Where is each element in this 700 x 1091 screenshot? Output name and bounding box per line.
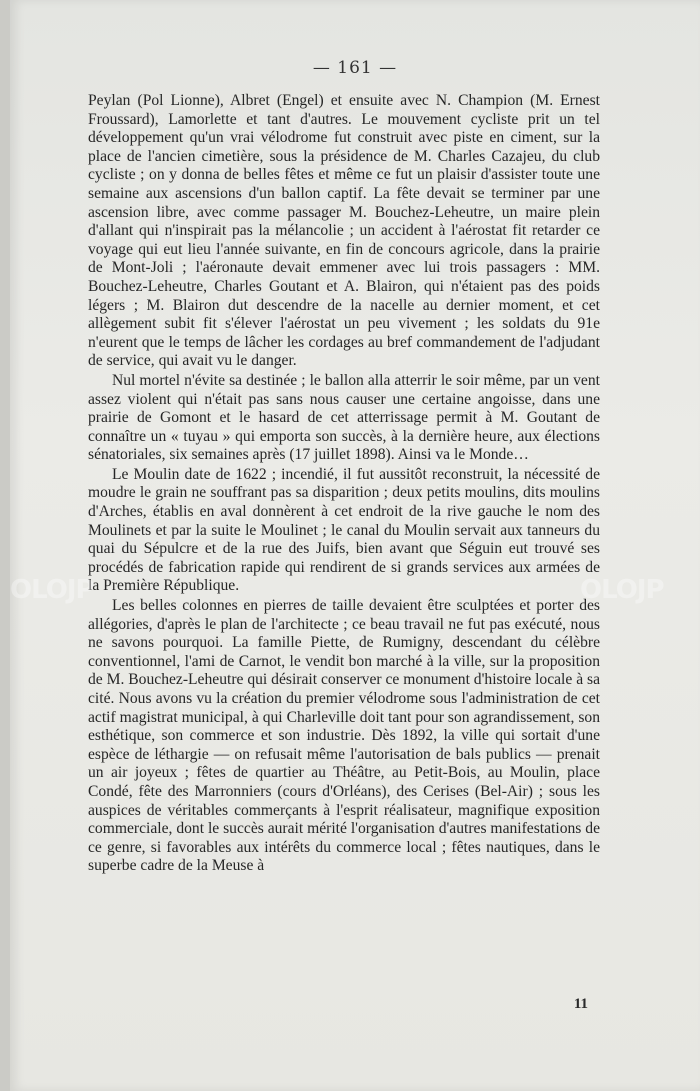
signature-mark: 11 <box>573 996 588 1012</box>
paragraph-moulin: Le Moulin date de 1622 ; incendié, il fut aussitôt reconstruit, la nécessité de moudre le grain ne souffrant pas sa disparition ; deux petits moulins, dits moulins d'Arches, établis en aval donnèrent à cet endroit de la rive gauche le nom des Moulinets et par la suite le Moulinet ; le canal du Moulin servait aux tanneurs du quai du Sépulcre et de la rue des Juifs, bien avant que Séguin eut trouvé ses procédés de fabrication rapide qui rendirent de si grands services aux armées de la Première République. <box>88 465 600 595</box>
watermark-left: OLOJP <box>10 575 94 605</box>
book-page <box>10 0 700 1091</box>
watermark-right: OLOJP <box>580 575 664 605</box>
paragraph-balloon: Peylan (Pol Lionne), Albret (Engel) et ensuite avec N. Champion (M. Ernest Froussard), Lamorlette et tant d'autres. Le mouvement cycliste prit un tel développement qu'un vrai vélodrome fut construit avec piste en ciment, sur la place de l'ancien cimetière, sous la présidence de M. Charles Cazajeu, du club cycliste ; on y donna de belles fêtes et même ce fut un plaisir d'assister toute une semaine aux ascensions d'un ballon captif. La fête devait se terminer par une ascension libre, avec comme passager M. Bouchez-Leheutre, un maire plein d'allant qui n'inspirait pas la mélancolie ; un accident à l'aérostat fit retarder ce voyage qui eut lieu l'année suivante, en fin de concours agricole, dans la prairie de Mont-Joli ; l'aéronaute devait emmener avec lui trois passagers : MM. Bouchez-Leheutre, Charles Goutant et A. Blairon, qui n'étaient pas des poids légers ; M. Blairon dut descendre de la nacelle au dernier moment, et cet allègement subit fit s'élever l'aérostat un peu vivement ; les soldats du 91e n'eurent que le temps de lâcher les cordages au bref commandement de l'adjudant de service, qui avait vu le danger. <box>88 92 600 370</box>
body-text <box>88 92 600 876</box>
paragraph-destiny: Nul mortel n'évite sa destinée ; le ballon alla atterrir le soir même, par un vent assez violent qui n'était pas sans nous causer une certaine angoisse, dans une prairie de Gomont et le hasard de cet atterrissage permit à M. Goutant de connaître un « tuyau » qui emporta son succès, à la dernière heure, aux élections sénatoriales, six semaines après (17 juillet 1898). Ainsi va le Monde… <box>88 371 600 464</box>
paragraph-colonnes: Les belles colonnes en pierres de taille devaient être sculptées et porter des allégories, d'après le plan de l'architecte ; ce beau travail ne fut pas exécuté, nous ne savons pourquoi. La famille Piette, de Rumigny, descendant du célèbre conventionnel, l'ami de Carnot, le vendit bon marché à la ville, sur la proposition de M. Bouchez-Leheutre qui désirait conserver ce monument d'histoire locale à sa cité. Nous avons vu la création du premier vélodrome sous l'administration de cet actif magistrat municipal, à qui Charleville doit tant pour son agrandissement, son esthétique, son commerce et son industrie. Dès 1892, la ville qui sortait d'une espèce de léthargie — on refusait même l'autorisation de bals publics — prenait un air joyeux ; fêtes de quartier au Théâtre, au Petit-Bois, au Moulin, place Condé, fête des Marronniers (cours d'Orléans), des Cerises (Bel-Air) ; sous les auspices de véritables commerçants à l'esprit réalisateur, magnifique exposition commerciale, dont le succès aurait mérité l'organisation d'autres manifestations de ce genre, si favorables aux intérêts du commerce local ; fêtes nautiques, dans le superbe cadre de la Meuse à <box>88 597 601 875</box>
page-number: — 161 — <box>312 58 398 78</box>
